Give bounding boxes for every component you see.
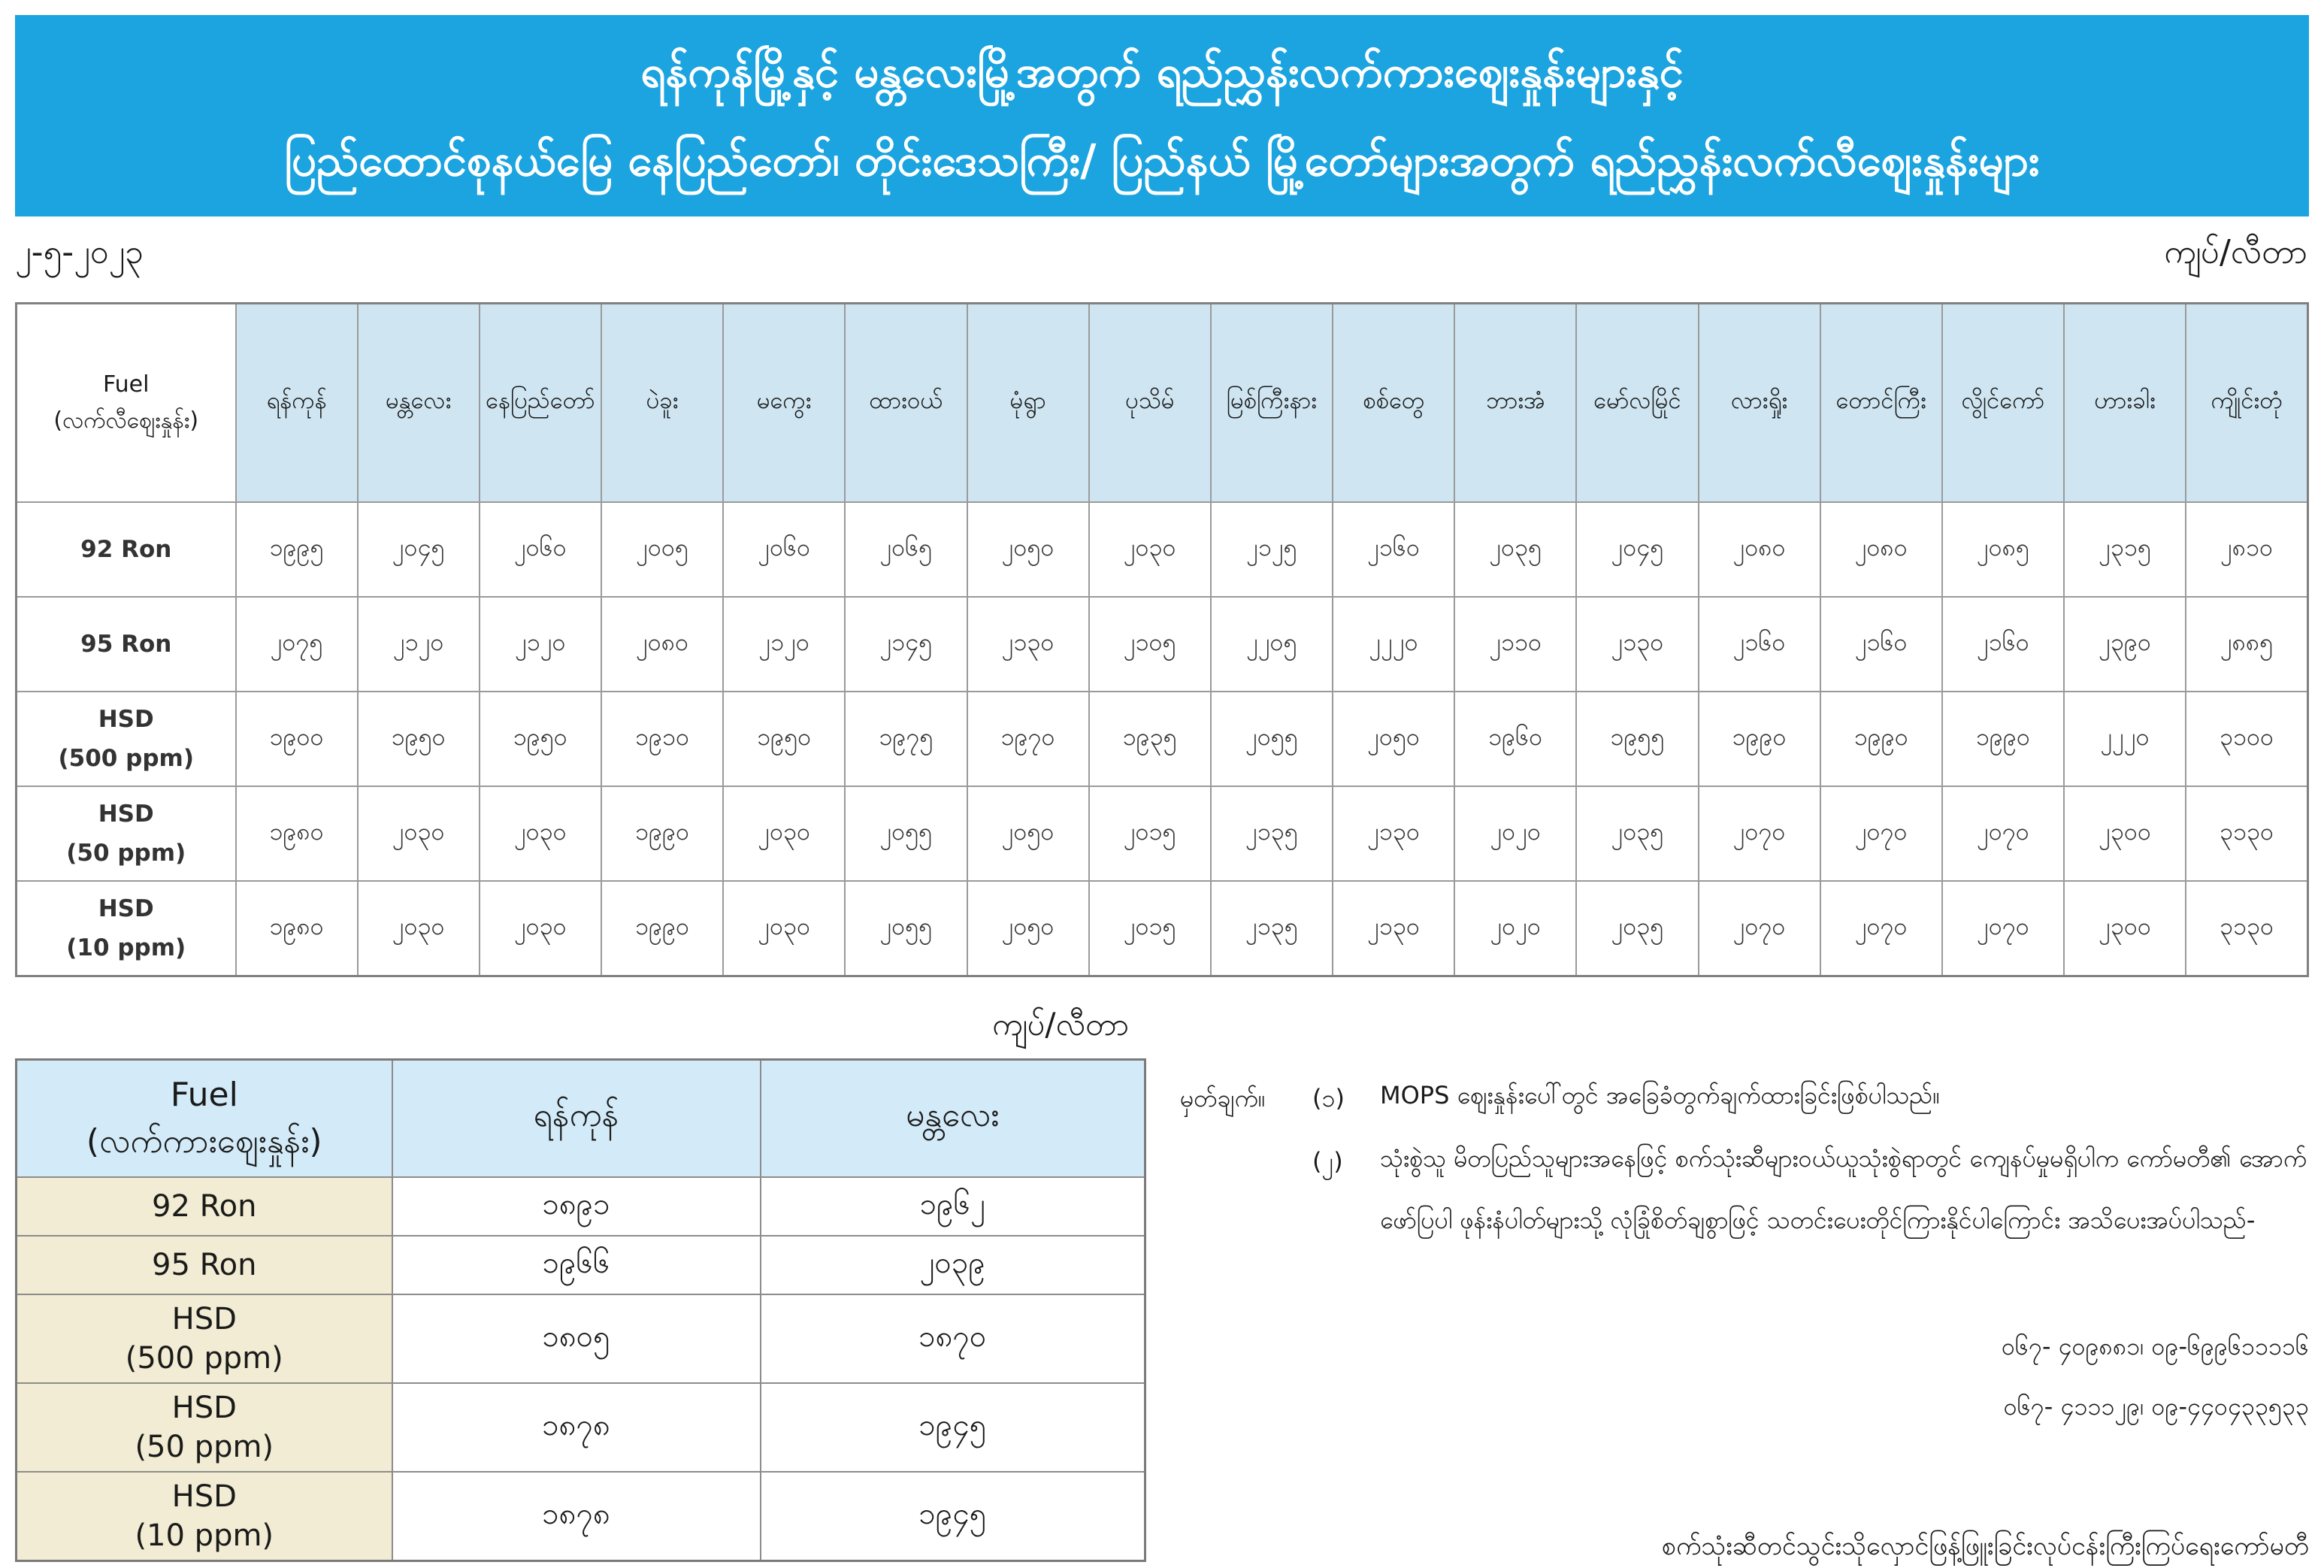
price-cell: ၁၉၈၀ [236,786,358,881]
price-cell: ၂၁၀၅ [1089,597,1211,692]
price-cell: ၂၀၃၀ [358,786,480,881]
price-cell: ၂၁၃၀ [1576,597,1698,692]
fuel-grade-label: (10 ppm) [135,1518,274,1553]
price-cell: ၂၂၂၀ [1333,597,1454,692]
price-cell: ၂၀၂၀ [1454,881,1576,976]
price-cell: ၂၀၅၅ [845,881,967,976]
table-row [17,692,2308,786]
price-cell: ၁၉၉၀ [601,786,723,881]
price-cell: ၂၁၂၀ [480,597,601,692]
price-cell: ၁၉၆၀ [1454,692,1576,786]
price-cell: ၂၁၂၀ [358,597,480,692]
fuel-type-label: HSD [171,1391,237,1425]
price-cell: ၂၀၈၀ [1699,502,1820,597]
note-number: (၂) [1312,1147,1343,1176]
table-row [17,1383,1145,1472]
price-cell: ၂၀၇၅ [236,597,358,692]
fuel-grade-label: (50 ppm) [135,1430,274,1464]
price-cell: ၂၁၆၀ [1820,597,1942,692]
price-cell: ၂၀၃၅ [1576,881,1698,976]
price-cell: ၁၉၈၀ [236,881,358,976]
city-column-header: မော်လမြိုင် [1576,304,1698,503]
price-cell: ၁၉၉၅ [236,502,358,597]
table-row [17,1294,1145,1383]
price-cell: ၂၀၃၅ [1576,786,1698,881]
city-column-header: ရန်ကုန် [392,1060,761,1178]
price-cell: ၂၁၃၀ [1333,881,1454,976]
city-column-header: ရန်ကုန် [236,304,358,503]
price-cell: ၂၂၂၀ [2064,692,2186,786]
price-cell: ၂၀၃၀ [480,881,601,976]
city-column-header: မြစ်ကြီးနား [1211,304,1333,503]
price-cell: ၁၉၇၅ [845,692,967,786]
price-cell: ၂၀၆၀ [480,502,601,597]
price-cell: ၁၉၆၂ [761,1177,1145,1236]
fuel-type-cell [17,597,236,692]
price-cell: ၂၀၇၀ [1942,881,2064,976]
price-cell: ၁၉၃၅ [1089,692,1211,786]
fuel-type-cell [17,502,236,597]
city-column-header: မုံရွာ [967,304,1089,503]
fuel-type-cell [17,786,236,881]
price-cell: ၂၁၆၀ [1333,502,1454,597]
price-cell: ၂၀၅၀ [967,786,1089,881]
price-cell: ၂၈၁၀ [2186,502,2307,597]
price-cell: ၂၀၇၀ [1942,786,2064,881]
fuel-type-label: HSD [171,1302,237,1336]
price-cell: ၂၀၇၀ [1699,786,1820,881]
fuel-type-label: 95 Ron [80,631,172,658]
phone-numbers: ၀၆၇- ၄၁၁၁၂၉၊ ၀၉-၄၄၀၄၃၃၅၃၃ [2003,1392,2309,1421]
price-cell: ၁၈၀၅ [392,1294,761,1383]
price-cell: ၂၀၅၅ [845,786,967,881]
price-cell: ၂၀၃၀ [480,786,601,881]
fuel-header-label: Fuel [170,1076,238,1114]
price-cell: ၂၃၁၅ [2064,502,2186,597]
fuel-type-cell [17,1236,392,1294]
price-cell: ၂၁၂၅ [1211,502,1333,597]
city-column-header: မကွေး [723,304,845,503]
fuel-type-cell [17,1383,392,1472]
price-cell: ၁၉၀၀ [236,692,358,786]
price-cell: ၂၀၈၀ [1820,502,1942,597]
price-cell: ၂၀၃၀ [723,881,845,976]
price-cell: ၂၁၃၅ [1211,786,1333,881]
date-label: ၂-၅-၂၀၂၃ [15,233,144,271]
price-cell: ၂၀၃၉ [761,1236,1145,1294]
city-column-header: နေပြည်တော် [480,304,601,503]
price-cell: ၃၁၃၀ [2186,786,2307,881]
price-cell: ၁၉၇၀ [967,692,1089,786]
price-cell: ၁၉၉၀ [601,881,723,976]
fuel-type-label: HSD [98,895,154,922]
city-column-header: ဟားခါး [2064,304,2186,503]
price-cell: ၁၉၉၀ [1820,692,1942,786]
price-cell: ၂၀၃၀ [723,786,845,881]
price-cell: ၂၈၈၅ [2186,597,2307,692]
note-number: (၁) [1312,1084,1345,1112]
notes-label: မှတ်ချက်။ [1180,1084,1266,1112]
title-banner [15,15,2309,216]
price-cell: ၂၁၁၀ [1454,597,1576,692]
price-cell: ၂၀၄၅ [358,502,480,597]
fuel-column-header [17,1060,392,1178]
price-cell: ၂၃၀၀ [2064,881,2186,976]
price-cell: ၁၉၄၅ [761,1383,1145,1472]
price-cell: ၂၁၂၀ [723,597,845,692]
price-cell: ၁၈၇၀ [761,1294,1145,1383]
price-cell: ၁၉၅၀ [358,692,480,786]
fuel-type-label: 95 Ron [152,1248,257,1282]
fuel-header-sublabel: (လက်လီဈေးနှုန်း) [53,407,199,434]
city-column-header: မန္တလေး [761,1060,1145,1178]
city-column-header: စစ်တွေ [1333,304,1454,503]
price-cell: ၂၀၃၀ [358,881,480,976]
city-column-header: တောင်ကြီး [1820,304,1942,503]
price-cell: ၁၉၅၀ [480,692,601,786]
fuel-grade-label: (10 ppm) [66,934,186,961]
price-cell: ၁၉၆၆ [392,1236,761,1294]
price-cell: ၂၁၆၀ [1942,597,2064,692]
fuel-type-label: HSD [171,1479,237,1514]
price-cell: ၂၃၀၀ [2064,786,2186,881]
price-cell: ၂၀၃၀ [1089,502,1211,597]
phone-numbers: ၀၆၇- ၄၀၉၈၈၁၊ ၀၉-၆၉၉၆၁၁၁၁၆ [2001,1332,2309,1361]
price-cell: ၂၃၉၀ [2064,597,2186,692]
price-cell: ၁၉၉၀ [1942,692,2064,786]
fuel-type-cell [17,1177,392,1236]
fuel-grade-label: (500 ppm) [125,1341,283,1376]
wholesale-unit-label: ကျပ်/လီတာ [992,1006,1130,1043]
fuel-type-label: HSD [98,706,154,733]
table-row [17,786,2308,881]
price-cell: ၂၁၃၀ [967,597,1089,692]
retail-price-table [15,302,2309,977]
city-column-header: ပဲခူး [601,304,723,503]
table-row [17,502,2308,597]
table-row [17,1472,1145,1561]
price-cell: ၂၀၃၅ [1454,502,1576,597]
price-cell: ၁၉၁၀ [601,692,723,786]
price-cell: ၁၈၇၈ [392,1472,761,1561]
price-cell: ၁၈၇၈ [392,1383,761,1472]
price-cell: ၂၀၂၀ [1454,786,1576,881]
city-column-header: ထားဝယ် [845,304,967,503]
price-cell: ၂၁၃၀ [1333,786,1454,881]
fuel-type-cell [17,1472,392,1561]
price-cell: ၂၀၁၅ [1089,881,1211,976]
price-cell: ၂၀၀၅ [601,502,723,597]
fuel-type-label: HSD [98,801,154,828]
city-column-header: ပုသိမ် [1089,304,1211,503]
price-cell: ၂၀၁၅ [1089,786,1211,881]
price-cell: ၂၀၄၅ [1576,502,1698,597]
price-cell: ၂၀၇၀ [1820,786,1942,881]
price-cell: ၃၁၀၀ [2186,692,2307,786]
price-cell: ၂၂၀၅ [1211,597,1333,692]
title-line-2: ပြည်ထောင်စုနယ်မြေ နေပြည်တော်၊ တိုင်းဒေသကြီး/ ပြည်နယ် မြို့တော်များအတွက် ရည်ညွှန်းလက်လီဈေးနှုန်းများ [284,135,2040,186]
city-column-header: ကျိုင်းတုံ [2186,304,2307,503]
price-cell: ၂၁၃၅ [1211,881,1333,976]
table-row [17,597,2308,692]
table-row [17,1236,1145,1294]
fuel-header-label: Fuel [103,371,150,398]
unit-label: ကျပ်/လီတာ [2164,233,2307,271]
note-text: MOPS ဈေးနှုန်းပေါ်တွင် အခြေခံတွက်ချက်ထားခြင်းဖြစ်ပါသည်။ [1380,1081,1941,1109]
price-cell: ၁၉၅၅ [1576,692,1698,786]
price-cell: ၂၀၈၀ [601,597,723,692]
price-cell: ၃၁၃၀ [2186,881,2307,976]
price-cell: ၂၀၇၀ [1699,881,1820,976]
wholesale-price-table [15,1058,1146,1562]
price-cell: ၁၈၉၁ [392,1177,761,1236]
price-cell: ၂၁၆၀ [1699,597,1820,692]
fuel-type-cell [17,692,236,786]
table-row [17,1177,1145,1236]
price-cell: ၁၉၄၅ [761,1472,1145,1561]
table-row [17,881,2308,976]
price-cell: ၂၀၇၀ [1820,881,1942,976]
price-cell: ၂၀၅၀ [967,881,1089,976]
fuel-grade-label: (50 ppm) [66,840,186,867]
price-cell: ၁၉၅၀ [723,692,845,786]
fuel-grade-label: (500 ppm) [58,745,195,772]
fuel-type-label: 92 Ron [80,536,172,563]
price-cell: ၁၉၉၀ [1699,692,1820,786]
fuel-column-header [17,304,236,503]
city-column-header: လားရှိုး [1699,304,1820,503]
title-line-1: ရန်ကုန်မြို့နှင့် မန္တလေးမြို့အတွက် ရည်ညွှန်းလက်ကားဈေးနှုန်းများနှင့် [640,46,1684,97]
city-column-header: ဘားအံ [1454,304,1576,503]
price-cell: ၂၁၄၅ [845,597,967,692]
fuel-type-label: 92 Ron [152,1189,257,1224]
fuel-type-cell [17,1294,392,1383]
price-cell: ၂၀၆၀ [723,502,845,597]
committee-signature: စက်သုံးဆီတင်သွင်းသိုလှောင်ဖြန့်ဖြူးခြင်းလုပ်ငန်းကြီးကြပ်ရေးကော်မတီ [1662,1531,2309,1561]
price-cell: ၂၀၅၀ [1333,692,1454,786]
price-cell: ၂၀၅၅ [1211,692,1333,786]
fuel-type-cell [17,881,236,976]
price-cell: ၂၀၅၀ [967,502,1089,597]
city-column-header: လွိုင်ကော် [1942,304,2064,503]
fuel-header-sublabel: (လက်ကားဈေးနှုန်း) [86,1122,322,1161]
city-column-header: မန္တလေး [358,304,480,503]
price-cell: ၂၀၈၅ [1942,502,2064,597]
price-cell: ၂၀၆၅ [845,502,967,597]
note-text: သုံးစွဲသူ မိတပြည်သူများအနေဖြင့် စက်သုံးဆီများဝယ်ယူသုံးစွဲရာတွင် ကျေနပ်မှုမရှိပါက ကော်မတီ၏ အောက်ဖော်ပြပါ ဖုန်းနံပါတ်များသို့ လုံခြုံစိတ်ချစွာဖြင့် သတင်းပေးတိုင်ကြားနိုင်ပါကြောင်း အသိပေးအပ်ပါသည်- [1380,1144,2307,1234]
